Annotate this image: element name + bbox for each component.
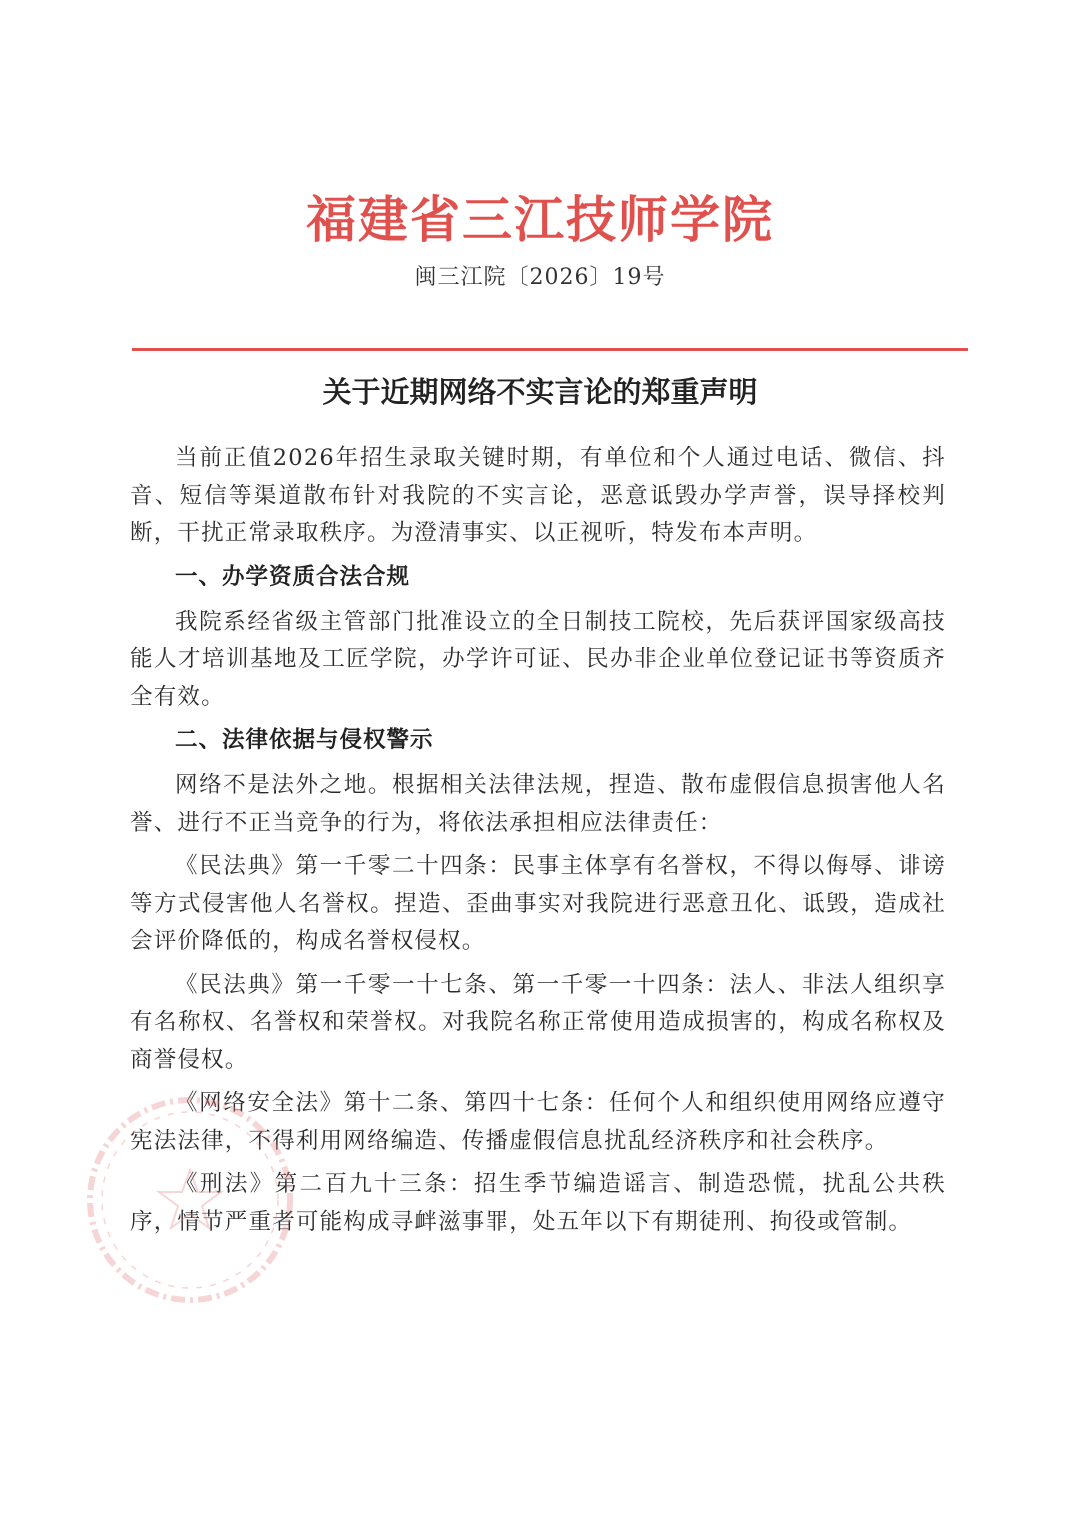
red-divider (132, 348, 968, 351)
document-title: 关于近期网络不实言论的郑重声明 (322, 375, 758, 409)
document-body (130, 440, 946, 1247)
section-heading-qualification: 一、办学资质合法合规 (175, 563, 411, 590)
document-number: 闽三江院〔2026〕19号 (414, 265, 666, 290)
section-paragraph: 我院系经省级主管部门批准设立的全日制技工院校，先后获评国家级高技能人才培训基地及工匠学院，办学许可证、民办非企业单位登记证书等资质齐全有效。 (130, 608, 946, 710)
section-heading-legal: 二、法律依据与侵权警示 (175, 727, 434, 753)
legal-clause-paragraph: 《民法典》第一千零一十七条、第一千零一十四条：法人、非法人组织享有名称权、名誉权和荣誉权。对我院名称正常使用造成损害的，构成名称权及商誉侵权。 (130, 971, 946, 1073)
section-paragraph: 网络不是法外之地。根据相关法律法规，捏造、散布虚假信息损害他人名誉、进行不正当竞争的行为，将依法承担相应法律责任： (130, 772, 946, 836)
legal-clause-paragraph: 《刑法》第二百九十三条：招生季节编造谣言、制造恐慌，扰乱公共秩序，情节严重者可能构成寻衅滋事罪，处五年以下有期徒刑、拘役或管制。 (130, 1171, 946, 1235)
legal-clause-paragraph: 《网络安全法》第十二条、第四十七条：任何个人和组织使用网络应遵守宪法法律，不得利用网络编造、传播虚假信息扰乱经济秩序和社会秩序。 (130, 1090, 946, 1154)
intro-paragraph: 当前正值2026年招生录取关键时期，有单位和个人通过电话、微信、抖音、短信等渠道散布针对我院的不实言论，恶意诋毁办学声誉，误导择校判断，干扰正常录取秩序。为澄清事实、以正视听，特发布本声明。 (130, 445, 946, 546)
organization-name: 福建省三江技师学院 (306, 190, 774, 249)
legal-clause-paragraph: 《民法典》第一千零二十四条：民事主体享有名誉权，不得以侮辱、诽谤等方式侵害他人名誉权。捏造、歪曲事实对我院进行恶意丑化、诋毁，造成社会评价降低的，构成名誉权侵权。 (130, 853, 946, 954)
